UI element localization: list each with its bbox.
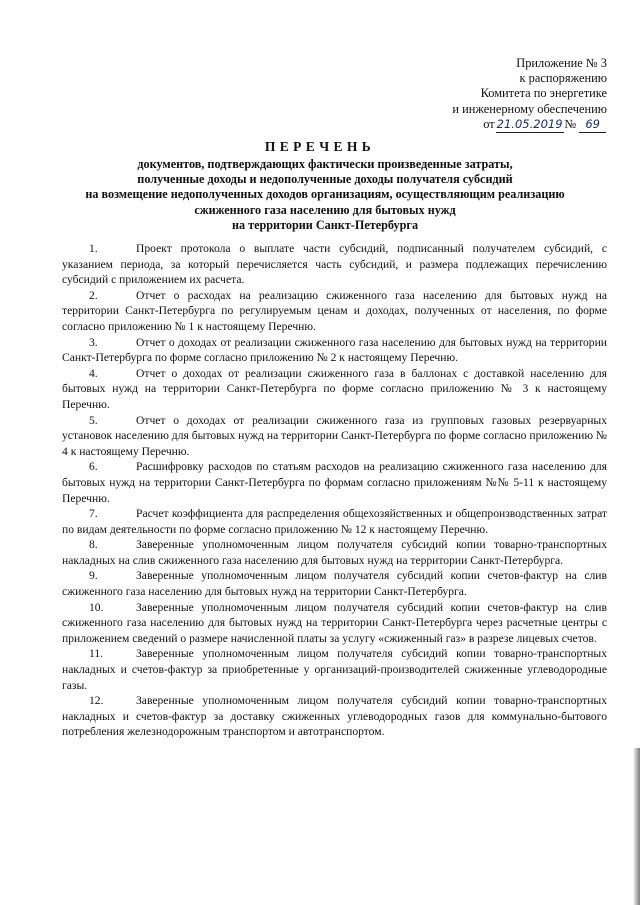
subtitle-line: на территории Санкт-Петербурга: [231, 217, 419, 232]
item-text: Заверенные уполномоченным лицом получателя субсидий копии товарно-транспортных накладных на слив сжиженного газа населению для бытовых нужд на территории Санкт-Петербурга.: [62, 538, 607, 567]
annex-date-number: [452, 117, 607, 133]
document-title: ПЕРЕЧЕНЬ: [264, 139, 376, 154]
item-text: Заверенные уполномоченным лицом получателя субсидий копии счетов-фактур на слив сжиженного газа населению для бытовых нужд на территории Санкт-Петербурга через расчетные центры с приложением сведений о размере начисленной платы за услугу «сжиженный газ» в разрезе лицевых счетов.: [62, 600, 607, 645]
subtitle-line: сжиженного газа населению для бытовых нужд: [194, 202, 456, 217]
item-number: 10.: [89, 600, 104, 614]
item-text: Отчет о доходах от реализации сжиженного газа населению для бытовых нужд на территории Санкт-Петербурга по форме согласно приложению № 2 к настоящему Перечню.: [62, 335, 607, 365]
scan-edge-shadow: [634, 748, 640, 905]
subtitle-line: документов, подтверждающих фактически произведенные затраты,: [137, 157, 513, 171]
handwritten-number: 69: [579, 117, 606, 133]
list-item: [62, 366, 607, 413]
list-item: [62, 600, 607, 647]
list-item: [62, 568, 607, 599]
item-number: 2.: [89, 288, 98, 302]
item-number: 3.: [89, 335, 98, 349]
item-number: 9.: [89, 569, 98, 583]
subtitle-line: полученные доходы и недополученные доходы получателя субсидий: [137, 172, 513, 187]
item-text: Отчет о доходах от реализации сжиженного газа в баллонах с доставкой населению для бытовых нужд на территории Санкт-Петербурга по форме согласно приложению № 3 к настоящему Перечню.: [62, 366, 607, 411]
item-number: 8.: [89, 538, 98, 552]
list-item: [62, 693, 607, 740]
item-number: 4.: [89, 366, 98, 380]
list-item: [62, 537, 607, 568]
annex-committee: Комитета по энергетике: [480, 86, 607, 101]
annex-header: [452, 56, 607, 133]
handwritten-date: 21.05.2019: [496, 117, 564, 133]
list-item: [62, 459, 607, 506]
number-prefix: №: [564, 116, 577, 131]
item-text: Заверенные уполномоченным лицом получателя субсидий копии товарно-транспортных накладных и счетов-фактур за доставку сжиженных углеводородных газов для коммунально-бытового потребления железнодорожным транспортом и автотранспортом.: [62, 694, 607, 739]
list-item: [62, 506, 607, 537]
document-subtitle: [60, 157, 590, 233]
item-text: Заверенные уполномоченным лицом получателя субсидий копии товарно-транспортных накладных и счетов-фактур за приобретенные у организаций-производителей сжиженные углеводородные газы.: [62, 647, 607, 692]
documents-list: [62, 241, 607, 740]
item-text: Расшифровку расходов по статьям расходов на реализацию сжиженного газа населению для бытовых нужд на территории Санкт-Петербурга по формам согласно приложениям №№ 5-11 к настоящему Перечню.: [62, 460, 607, 505]
list-item: [62, 646, 607, 693]
date-prefix: от: [483, 116, 495, 131]
item-number: 5.: [89, 413, 98, 427]
item-text: Отчет о расходах на реализацию сжиженного газа населению для бытовых нужд на территории Санкт-Петербурга по регулируемым ценам и доходах, полученных от населения, по форме согласно приложению № 1 к настоящему Перечню.: [62, 288, 607, 333]
item-number: 7.: [89, 507, 98, 521]
list-item: [62, 335, 607, 366]
annex-title: Приложение № 3: [516, 56, 607, 70]
item-text: Проект протокола о выплате части субсидий, подписанный получателем субсидий, с указанием периода, за который перечисляется часть субсидий, и размера подлежащих перечислению субсидий с приложением их расчета.: [62, 242, 607, 287]
item-text: Заверенные уполномоченным лицом получателя субсидий копии счетов-фактур на слив сжиженного газа населению для бытовых нужд на территории Санкт-Петербурга.: [62, 569, 607, 599]
subtitle-line: на возмещение недополученных доходов организациям, осуществляющим реализацию: [85, 187, 565, 202]
item-number: 11.: [89, 647, 104, 661]
item-number: 6.: [89, 460, 98, 474]
annex-order-ref: к распоряжению: [519, 71, 607, 86]
item-text: Отчет о доходах от реализации сжиженного газа из групповых газовых резервуарных установок населению для бытовых нужд на территории Санкт-Петербурга по форме согласно приложению № 4 к настоящему Перечню.: [62, 413, 607, 458]
annex-committee-cont: и инженерному обеспечению: [452, 101, 607, 116]
item-number: 12.: [89, 694, 104, 708]
list-item: [62, 413, 607, 460]
item-text: Расчет коэффициента для распределения общехозяйственных и общепроизводственных затрат по видам деятельности по форме согласно приложению № 12 к настоящему Перечню.: [62, 507, 607, 536]
item-number: 1.: [89, 242, 98, 255]
list-item: [62, 241, 607, 288]
list-item: [62, 288, 607, 335]
